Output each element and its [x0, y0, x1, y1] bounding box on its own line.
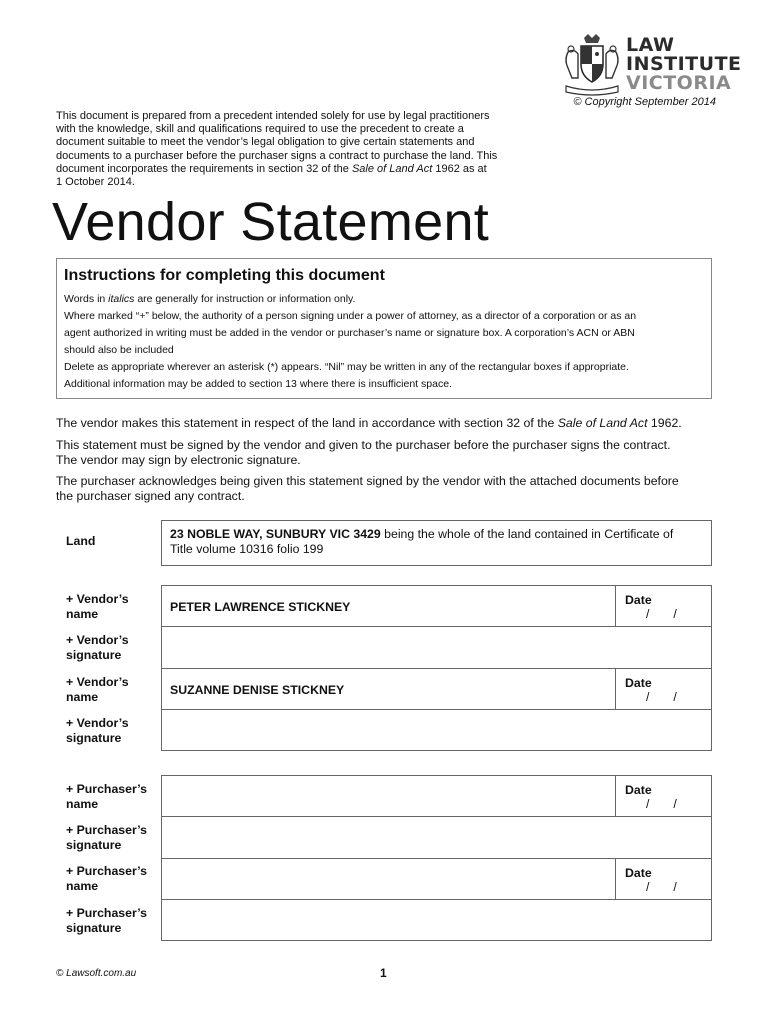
label-line: signature [66, 730, 122, 745]
date-slashes: / / [646, 607, 677, 621]
purchaser-name-label [66, 782, 147, 811]
vendor-signature-field[interactable] [161, 709, 712, 751]
label-line: name [66, 878, 99, 893]
vendor-signature-label [66, 633, 129, 662]
label-line: + Vendor’s [66, 592, 129, 606]
purchaser-signature-field[interactable] [161, 816, 712, 859]
land-address: 23 NOBLE WAY, SUNBURY VIC 3429 [170, 527, 381, 541]
vendor-name-field[interactable] [161, 668, 616, 710]
intro-line [56, 163, 546, 176]
date-label: Date [625, 676, 652, 690]
date-slashes: / / [646, 880, 677, 894]
land-description-field[interactable] [161, 520, 712, 566]
label-line: + Purchaser’s [66, 864, 148, 878]
vendor-name-value: SUZANNE DENISE STICKNEY [170, 683, 345, 697]
logo-text-institute: INSTITUTE [626, 53, 742, 75]
date-slashes: / / [646, 690, 677, 704]
date-label: Date [625, 593, 652, 607]
instruction-text: Words in [64, 293, 109, 305]
instruction-text: are generally for instruction or information only. [134, 293, 356, 305]
instructions-box [56, 258, 712, 399]
label-line: + Vendor’s [66, 675, 129, 689]
instruction-line: should also be included [64, 344, 174, 356]
vendor-name-field[interactable] [161, 585, 616, 627]
instruction-line: Additional information may be added to section 13 where there is insufficient space. [64, 378, 452, 390]
logo-text-law: LAW [626, 34, 675, 56]
vendor-name-label [66, 592, 129, 621]
intro-line: documents to a purchaser before the purchaser signs a contract to purchase the land. This [56, 149, 498, 162]
purchaser-signature-label [66, 823, 147, 852]
label-line: name [66, 689, 99, 704]
purchaser-signature-field[interactable] [161, 899, 712, 941]
purchaser-date-field[interactable] [615, 775, 712, 817]
vendor-signature-label [66, 716, 129, 745]
page-title: Vendor Statement [52, 192, 490, 252]
purchaser-signature-label [66, 906, 147, 935]
page-number: 1 [380, 966, 387, 980]
instructions-heading: Instructions for completing this document [64, 267, 385, 284]
vendor-date-field[interactable] [615, 585, 712, 627]
coat-of-arms-icon [562, 34, 622, 98]
intro-line: 1 October 2014. [56, 176, 135, 189]
label-line: name [66, 796, 99, 811]
label-line: signature [66, 837, 122, 852]
instruction-line: Delete as appropriate wherever an asterisk (*) appears. “Nil” may be written in any of the rectangular boxes if appropriate. [64, 361, 629, 373]
instruction-line [64, 291, 705, 308]
vendor-name-label [66, 675, 129, 704]
instruction-line: Where marked “+” below, the authority of a person signing under a power of attorney, as a director of a corporation or as an [64, 310, 637, 322]
vendor-date-field[interactable] [615, 668, 712, 710]
act-name: Sale of Land Act [557, 416, 648, 430]
date-label: Date [625, 783, 652, 797]
statement-line: This statement must be signed by the vendor and given to the purchaser before the purchaser signs the contract. [56, 438, 671, 452]
copyright-notice: © Copyright September 2014 [573, 96, 716, 108]
date-label: Date [625, 866, 652, 880]
statement-text: The vendor makes this statement in respect of the land in accordance with section 32 of the [56, 416, 558, 430]
land-line [170, 527, 703, 542]
statement-line: The vendor may sign by electronic signature. [56, 453, 301, 467]
purchaser-name-field[interactable] [161, 858, 616, 900]
footer-copyright: © Lawsoft.com.au [56, 968, 137, 979]
statement-line: the purchaser signed any contract. [56, 489, 245, 503]
instruction-line: agent authorized in writing must be added in the vendor or purchaser’s name or signature box. A corporation’s ACN or ABN [64, 327, 635, 339]
law-institute-logo [562, 34, 742, 98]
intro-line: with the knowledge, skill and qualifications required to use the precedent to create a [56, 123, 464, 136]
label-line: + Vendor’s [66, 633, 129, 647]
land-desc: being the whole of the land contained in Certificate of [380, 527, 674, 541]
land-line: Title volume 10316 folio 199 [170, 542, 324, 556]
intro-text: document incorporates the requirements in section 32 of the [56, 162, 352, 175]
label-line: + Purchaser’s [66, 782, 148, 796]
statement-line: The purchaser acknowledges being given this statement signed by the vendor with the attached documents before [56, 474, 679, 488]
intro-text: 1962 as at [432, 162, 487, 175]
label-line: signature [66, 647, 122, 662]
statement-paragraph-1 [56, 416, 716, 431]
intro-paragraph [56, 110, 546, 189]
label-line: name [66, 606, 99, 621]
intro-line: document suitable to meet the vendor’s legal obligation to give certain statements and [56, 136, 475, 149]
vendor-signature-field[interactable] [161, 626, 712, 669]
vendor-name-value: PETER LAWRENCE STICKNEY [170, 600, 351, 614]
statement-paragraph-2 [56, 438, 716, 468]
purchaser-name-field[interactable] [161, 775, 616, 817]
logo-text-victoria: VICTORIA [626, 72, 732, 94]
label-line: signature [66, 920, 122, 935]
land-label: Land [66, 534, 96, 548]
instruction-italic: italics [108, 293, 135, 305]
statement-paragraph-3 [56, 474, 716, 504]
statement-text: 1962. [647, 416, 682, 430]
label-line: + Vendor’s [66, 716, 129, 730]
label-line: + Purchaser’s [66, 823, 148, 837]
act-name: Sale of Land Act [351, 162, 433, 175]
date-slashes: / / [646, 797, 677, 811]
purchaser-name-label [66, 864, 147, 893]
intro-line: This document is prepared from a precedent intended solely for use by legal practitioners [56, 110, 490, 122]
purchaser-date-field[interactable] [615, 858, 712, 900]
label-line: + Purchaser’s [66, 906, 148, 920]
